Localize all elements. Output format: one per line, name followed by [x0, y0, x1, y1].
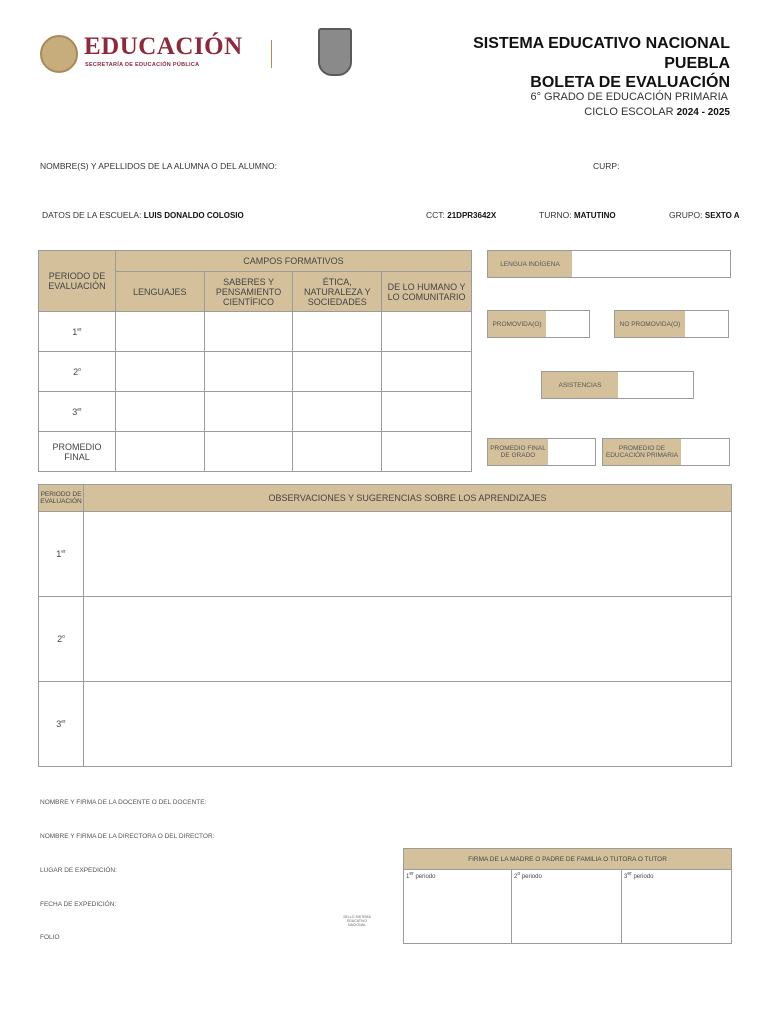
lengua-indigena-value[interactable]	[572, 251, 730, 277]
boleta-title: BOLETA DE EVALUACIÓN	[530, 74, 730, 91]
grade-cell[interactable]	[382, 312, 472, 352]
promedio-grado-value[interactable]	[548, 439, 595, 465]
field-header-lenguajes: LENGUAJES	[115, 272, 204, 312]
grupo-label: GRUPO:	[669, 210, 703, 220]
period-label-2: 2$^o$	[39, 352, 116, 392]
grade-cell[interactable]	[204, 432, 293, 472]
school-label: DATOS DE LA ESCUELA:	[42, 210, 142, 220]
no-promovida-value[interactable]	[685, 311, 728, 337]
cycle-label: CICLO ESCOLAR	[584, 106, 674, 118]
cct-value: 21DPR3642X	[447, 211, 497, 220]
grade-cell[interactable]	[115, 392, 204, 432]
grade-cell[interactable]	[115, 432, 204, 472]
header-divider	[271, 40, 272, 68]
period-header: PERIODO DE EVALUACIÓN	[39, 251, 116, 312]
school-data	[42, 210, 244, 220]
promedio-grado-label: PROMEDIO FINAL DE GRADO	[488, 439, 548, 465]
promedio-primaria-box	[602, 438, 730, 466]
lengua-indigena-label: LENGUA INDÍGENA	[488, 251, 572, 277]
school-value: LUIS DONALDO COLOSIO	[143, 211, 244, 220]
signature-cell-2[interactable]: 2$^o$ periodo	[512, 870, 622, 944]
obs-cell[interactable]	[84, 682, 732, 767]
grade-cell[interactable]	[293, 312, 382, 352]
parent-signature-title: FIRMA DE LA MADRE O PADRE DE FAMILIA O TUTORA O TUTOR	[404, 849, 732, 870]
grade-row-final	[39, 432, 472, 472]
obs-period-header: PERIODO DE EVALUACIÓN	[39, 485, 84, 512]
grade-cell[interactable]	[115, 312, 204, 352]
period-label-1: 1er	[39, 312, 116, 352]
obs-row-1	[39, 512, 732, 597]
no-promovida-label: NO PROMOVIDA(O)	[615, 311, 685, 337]
grade-cell[interactable]	[293, 392, 382, 432]
obs-row-2	[39, 597, 732, 682]
signature-cell-3[interactable]: 3er periodo	[622, 870, 732, 944]
turno-value: MATUTINO	[573, 211, 616, 220]
grade-cell[interactable]	[204, 392, 293, 432]
grade-cell[interactable]	[204, 312, 293, 352]
system-title: SISTEMA EDUCATIVO NACIONAL	[473, 35, 730, 52]
no-promovida-box	[614, 310, 729, 338]
grade-row-3	[39, 392, 472, 432]
school-cycle	[584, 106, 730, 118]
promovida-label: PROMOVIDA(O)	[488, 311, 546, 337]
grade-cell[interactable]	[382, 432, 472, 472]
grade-cell[interactable]	[382, 352, 472, 392]
sello-label: SELLO SISTEMA EDUCATIVO NACIONAL	[343, 915, 371, 928]
observations-table	[38, 484, 732, 767]
obs-row-3	[39, 682, 732, 767]
field-header-humano: DE LO HUMANO Y LO COMUNITARIO	[382, 272, 472, 312]
grupo-field	[669, 210, 740, 220]
turno-field	[539, 210, 616, 220]
final-average-label: PROMEDIO FINAL	[39, 432, 116, 472]
curp-label: CURP:	[593, 161, 620, 171]
period-label-3: 3er	[39, 392, 116, 432]
cycle-value: 2024 - 2025	[676, 107, 730, 118]
grade-row-2	[39, 352, 472, 392]
promedio-grado-box	[487, 438, 596, 466]
director-signature-label: NOMBRE Y FIRMA DE LA DIRECTORA O DEL DIRECTOR:	[40, 833, 215, 840]
campos-header: CAMPOS FORMATIVOS	[115, 251, 471, 272]
field-header-saberes: SABERES Y PENSAMIENTO CIENTÍFICO	[204, 272, 293, 312]
student-name-label: NOMBRE(S) Y APELLIDOS DE LA ALUMNA O DEL ALUMNO:	[40, 161, 277, 171]
asistencias-label: ASISTENCIAS	[542, 372, 618, 398]
grade-cell[interactable]	[382, 392, 472, 432]
turno-label: TURNO:	[539, 210, 572, 220]
cct-field	[426, 210, 496, 220]
grupo-value: SEXTO A	[704, 211, 740, 220]
mexico-seal-icon	[40, 35, 78, 73]
grade-cell[interactable]	[293, 432, 382, 472]
signature-cell-1[interactable]: 1er periodo	[404, 870, 512, 944]
obs-cell[interactable]	[84, 512, 732, 597]
obs-cell[interactable]	[84, 597, 732, 682]
lengua-indigena-box	[487, 250, 731, 278]
lugar-label: LUGAR DE EXPEDICIÓN:	[40, 867, 117, 874]
grade-cell[interactable]	[204, 352, 293, 392]
state-title: PUEBLA	[664, 55, 730, 72]
obs-title: OBSERVACIONES Y SUGERENCIAS SOBRE LOS APRENDIZAJES	[84, 485, 732, 512]
grade-subtitle: 6° GRADO DE EDUCACIÓN PRIMARIA	[530, 91, 728, 103]
cct-label: CCT:	[426, 210, 445, 220]
promedio-primaria-value[interactable]	[681, 439, 729, 465]
obs-period-3: 3er	[39, 682, 84, 767]
folio-label: FOLIO	[40, 934, 60, 941]
field-header-etica: ÉTICA, NATURALEZA Y SOCIEDADES	[293, 272, 382, 312]
docente-signature-label: NOMBRE Y FIRMA DE LA DOCENTE O DEL DOCENTE:	[40, 799, 207, 806]
parent-signature-table	[403, 848, 732, 944]
promedio-primaria-label: PROMEDIO DE EDUCACIÓN PRIMARIA	[603, 439, 681, 465]
obs-period-1: 1er	[39, 512, 84, 597]
promovida-box	[487, 310, 590, 338]
puebla-shield-icon	[318, 28, 352, 76]
sep-logo-subtitle: SECRETARÍA DE EDUCACIÓN PÚBLICA	[85, 62, 200, 68]
grade-cell[interactable]	[293, 352, 382, 392]
promovida-value[interactable]	[546, 311, 589, 337]
fecha-label: FECHA DE EXPEDICIÓN:	[40, 901, 117, 908]
grade-cell[interactable]	[115, 352, 204, 392]
grades-table	[38, 250, 472, 472]
asistencias-box	[541, 371, 694, 399]
asistencias-value[interactable]	[618, 372, 693, 398]
obs-period-2: 2$^o$	[39, 597, 84, 682]
sep-logo-word: EDUCACIÓN	[84, 33, 243, 60]
grade-row-1	[39, 312, 472, 352]
